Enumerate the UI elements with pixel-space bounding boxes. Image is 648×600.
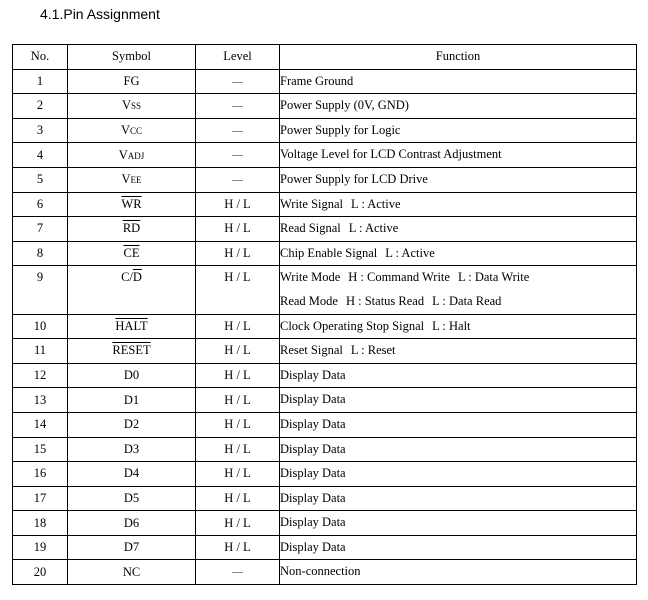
table-row <box>13 511 637 536</box>
pin-symbol <box>68 217 196 242</box>
pin-level: H / L <box>196 511 280 536</box>
function-text: Frame Ground <box>280 73 354 88</box>
pin-function <box>280 560 637 585</box>
function-text: Non-connection <box>280 564 361 579</box>
symbol-part: $\overline{D}$ <box>132 270 142 285</box>
symbol-part: CC <box>130 126 143 137</box>
function-text: Read Mode <box>280 293 338 308</box>
function-text: L : Active <box>385 245 435 260</box>
function-text: Display Data <box>280 539 346 554</box>
pin-number: 19 <box>13 535 68 560</box>
function-text: Display Data <box>280 367 346 382</box>
pin-symbol <box>68 437 196 462</box>
pin-function <box>280 143 637 168</box>
function-text: Power Supply for Logic <box>280 122 401 137</box>
function-text: Reset Signal <box>280 343 343 358</box>
table-row <box>13 143 637 168</box>
pin-function <box>280 462 637 487</box>
pin-level <box>196 94 280 119</box>
pin-symbol <box>68 560 196 585</box>
function-text: Write Mode <box>280 270 341 285</box>
pin-symbol <box>68 241 196 266</box>
pin-level: H / L <box>196 241 280 266</box>
pin-level: H / L <box>196 412 280 437</box>
function-line <box>280 143 636 167</box>
table-row <box>13 339 637 364</box>
pin-number: 15 <box>13 437 68 462</box>
function-line <box>280 511 636 535</box>
table-row <box>13 266 637 314</box>
pin-level <box>196 143 280 168</box>
pin-level: H / L <box>196 339 280 364</box>
symbol-part: D0 <box>123 368 140 383</box>
pin-function <box>280 535 637 560</box>
pin-level: H / L <box>196 192 280 217</box>
symbol-part: D1 <box>123 392 140 407</box>
symbol-part: RESET <box>112 343 151 358</box>
pin-function <box>280 217 637 242</box>
function-line <box>280 193 636 217</box>
pin-symbol <box>68 412 196 437</box>
table-header-row <box>13 45 637 70</box>
pin-number: 11 <box>13 339 68 364</box>
symbol-part: V <box>121 172 131 187</box>
pin-level: H / L <box>196 314 280 339</box>
function-line <box>280 94 636 118</box>
function-text: L : Reset <box>350 343 396 358</box>
table-row <box>13 486 637 511</box>
pin-level <box>196 118 280 143</box>
symbol-part: NC <box>122 564 141 579</box>
function-text: Power Supply (0V, GND) <box>280 98 409 113</box>
table-row <box>13 462 637 487</box>
table-row <box>13 535 637 560</box>
pin-level: H / L <box>196 535 280 560</box>
header-symbol: Symbol <box>68 45 196 70</box>
pin-symbol <box>68 486 196 511</box>
function-text: L : Halt <box>432 318 471 333</box>
pin-number: 14 <box>13 412 68 437</box>
pin-level: H / L <box>196 266 280 314</box>
pin-level <box>196 560 280 585</box>
pin-symbol <box>68 339 196 364</box>
pin-function <box>280 511 637 536</box>
function-text: H : Status Read <box>345 293 425 308</box>
function-line <box>280 438 636 462</box>
symbol-part: D5 <box>123 490 140 505</box>
function-text: L : Data Read <box>432 293 502 308</box>
pin-number: 7 <box>13 217 68 242</box>
symbol-part: D4 <box>123 466 140 481</box>
table-row <box>13 314 637 339</box>
pin-symbol <box>68 462 196 487</box>
function-line <box>280 413 636 437</box>
function-line <box>280 487 636 511</box>
symbol-part: V <box>121 98 131 113</box>
table-row <box>13 560 637 585</box>
pin-number: 2 <box>13 94 68 119</box>
pin-symbol <box>68 388 196 413</box>
function-text: L : Active <box>348 221 399 236</box>
table-row <box>13 118 637 143</box>
pin-function <box>280 339 637 364</box>
symbol-part: V <box>118 147 128 162</box>
symbol-part: D7 <box>123 540 140 555</box>
header-no: No. <box>13 45 68 70</box>
table-row <box>13 192 637 217</box>
function-line <box>280 560 636 584</box>
pin-function <box>280 266 637 314</box>
pin-function <box>280 192 637 217</box>
function-text: Display Data <box>280 441 346 456</box>
pin-symbol <box>68 167 196 192</box>
function-line <box>280 339 636 363</box>
function-text: L : Active <box>351 196 401 211</box>
pin-level: H / L <box>196 437 280 462</box>
function-line <box>280 217 636 241</box>
symbol-part: FG <box>123 73 140 88</box>
function-line <box>280 266 636 290</box>
pin-assignment-table <box>12 44 637 585</box>
not-applicable-dash <box>232 572 243 573</box>
table-row <box>13 69 637 94</box>
table-row <box>13 363 637 388</box>
function-text: Voltage Level for LCD Contrast Adjustment <box>280 147 502 162</box>
pin-function <box>280 388 637 413</box>
header-function: Function <box>280 45 637 70</box>
pin-level: H / L <box>196 388 280 413</box>
pin-symbol <box>68 94 196 119</box>
pin-rows <box>13 69 637 584</box>
pin-symbol <box>68 363 196 388</box>
pin-function <box>280 363 637 388</box>
function-text: L : Data Write <box>457 270 530 285</box>
not-applicable-dash <box>232 180 243 181</box>
pin-function <box>280 314 637 339</box>
pin-number: 1 <box>13 69 68 94</box>
pin-number: 6 <box>13 192 68 217</box>
function-text: Display Data <box>280 416 346 431</box>
pin-symbol <box>68 118 196 143</box>
symbol-part: C/ <box>121 270 133 285</box>
pin-level <box>196 167 280 192</box>
pin-function <box>280 167 637 192</box>
pin-symbol <box>68 535 196 560</box>
pin-function <box>280 486 637 511</box>
pin-number: 10 <box>13 314 68 339</box>
not-applicable-dash <box>232 131 243 132</box>
pin-symbol <box>68 511 196 536</box>
pin-level: H / L <box>196 217 280 242</box>
section-heading: 4.1.Pin Assignment <box>40 6 160 22</box>
function-text: Display Data <box>280 466 346 481</box>
header-level: Level <box>196 45 280 70</box>
symbol-part: HALT <box>115 318 148 333</box>
pin-level: H / L <box>196 363 280 388</box>
function-text: Write Signal <box>280 196 344 211</box>
function-text: Power Supply for LCD Drive <box>280 171 428 186</box>
function-line <box>280 168 636 192</box>
pin-number: 12 <box>13 363 68 388</box>
pin-number: 16 <box>13 462 68 487</box>
symbol-part: $\overline{WR}$ <box>121 196 142 211</box>
pin-number: 4 <box>13 143 68 168</box>
pin-function <box>280 412 637 437</box>
pin-number: 8 <box>13 241 68 266</box>
table-row <box>13 241 637 266</box>
pin-function <box>280 118 637 143</box>
symbol-part: $\overline{CE}$ <box>123 246 140 261</box>
table-row <box>13 94 637 119</box>
table-row <box>13 217 637 242</box>
pin-number: 20 <box>13 560 68 585</box>
pin-number: 13 <box>13 388 68 413</box>
function-line <box>280 364 636 388</box>
function-text: Display Data <box>280 392 346 407</box>
symbol-part: ADJ <box>127 150 145 161</box>
pin-level <box>196 69 280 94</box>
function-line <box>280 242 636 266</box>
not-applicable-dash <box>232 82 243 83</box>
function-text: Display Data <box>280 490 346 505</box>
function-line <box>280 536 636 560</box>
function-line <box>280 119 636 143</box>
symbol-part: V <box>120 123 130 138</box>
symbol-part: D6 <box>123 515 140 530</box>
pin-symbol <box>68 192 196 217</box>
pin-symbol <box>68 266 196 314</box>
pin-number: 18 <box>13 511 68 536</box>
function-text: Read Signal <box>280 221 341 236</box>
function-text: Display Data <box>280 515 346 530</box>
symbol-part: D2 <box>123 417 140 432</box>
pin-number: 9 <box>13 266 68 314</box>
not-applicable-dash <box>232 155 243 156</box>
symbol-part: D3 <box>123 441 140 456</box>
pin-number: 5 <box>13 167 68 192</box>
pin-function <box>280 437 637 462</box>
pin-number: 17 <box>13 486 68 511</box>
table-row <box>13 437 637 462</box>
pin-symbol <box>68 69 196 94</box>
pin-symbol <box>68 143 196 168</box>
symbol-part: SS <box>131 101 142 112</box>
function-line <box>280 388 636 412</box>
function-text: Clock Operating Stop Signal <box>280 318 425 333</box>
function-line <box>280 315 636 339</box>
pin-number: 3 <box>13 118 68 143</box>
table-row <box>13 388 637 413</box>
pin-function <box>280 69 637 94</box>
symbol-part: EE <box>130 175 142 186</box>
function-text: H : Command Write <box>348 270 450 285</box>
pin-level: H / L <box>196 486 280 511</box>
pin-level: H / L <box>196 462 280 487</box>
not-applicable-dash <box>232 106 243 107</box>
symbol-part: $\overline{RD}$ <box>122 221 141 236</box>
table-row <box>13 412 637 437</box>
function-line <box>280 462 636 486</box>
function-text: Chip Enable Signal <box>280 245 378 260</box>
pin-function <box>280 94 637 119</box>
pin-symbol <box>68 314 196 339</box>
function-line <box>280 70 636 94</box>
function-line <box>280 290 636 314</box>
table-row <box>13 167 637 192</box>
pin-function <box>280 241 637 266</box>
